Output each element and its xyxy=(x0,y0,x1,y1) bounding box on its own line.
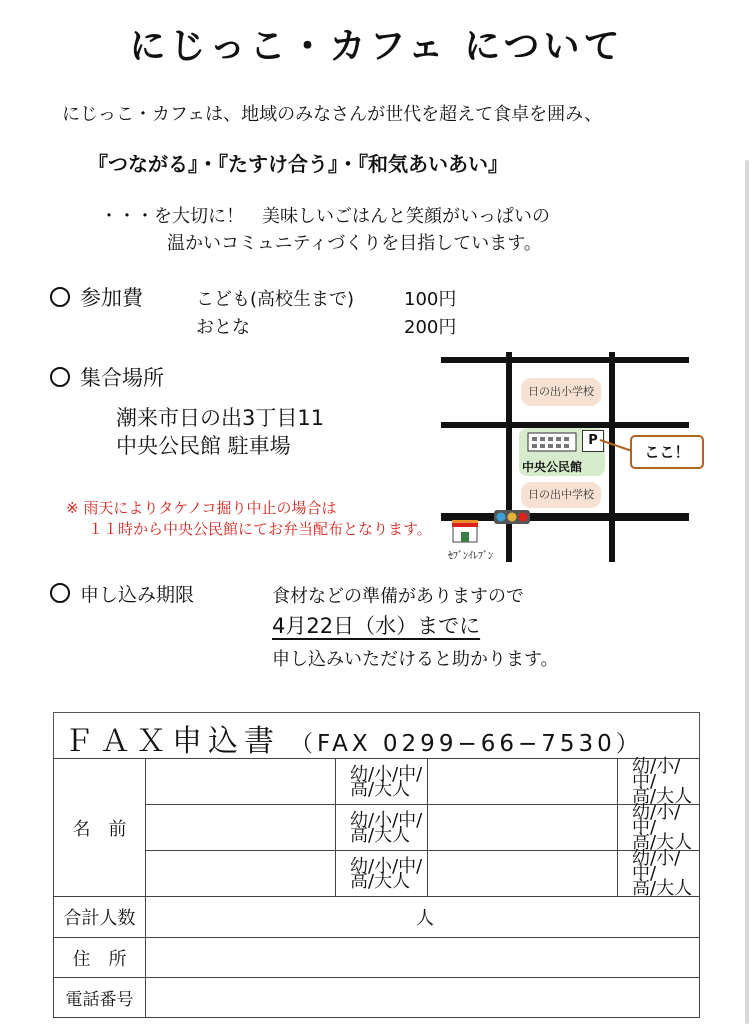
deadline-heading xyxy=(50,580,194,607)
place-address: 潮来市日の出3丁目11 xyxy=(116,406,325,430)
age-select[interactable] xyxy=(336,851,428,897)
circle-bullet-icon xyxy=(50,287,70,307)
circle-bullet-icon xyxy=(50,583,70,603)
map-store-label: ｾﾌﾞﾝｲﾚﾌﾞﾝ xyxy=(448,551,493,562)
place-label: 集合場所 xyxy=(80,366,164,390)
age-select[interactable] xyxy=(618,848,700,899)
fee-label: 参加費 xyxy=(80,286,143,310)
fee-child-label: こども(高校生まで) xyxy=(196,289,355,310)
phone-label: 電話番号 xyxy=(54,978,146,1018)
place-venue: 中央公民館 駐車場 xyxy=(116,434,291,458)
total-label: 合計人数 xyxy=(54,897,146,938)
map-road xyxy=(609,352,615,562)
age-line1: 幼/小/中/ xyxy=(350,809,423,831)
building-icon xyxy=(527,430,577,452)
convenience-store-icon xyxy=(450,518,480,544)
name-field[interactable] xyxy=(428,851,618,897)
phone-field[interactable] xyxy=(146,978,700,1018)
map-center-label: 中央公民館 xyxy=(522,460,583,474)
fee-child-price: 100円 xyxy=(404,289,457,310)
application-form xyxy=(53,758,700,1018)
fax-number: （FAX 0299−66−7530） xyxy=(290,731,643,757)
age-line2: 高/大人 xyxy=(632,878,693,899)
map-road xyxy=(506,352,512,562)
age-select[interactable] xyxy=(618,802,700,853)
name-field[interactable] xyxy=(146,851,336,897)
traffic-light-icon xyxy=(494,510,530,524)
age-select[interactable] xyxy=(336,805,428,851)
name-field[interactable] xyxy=(146,759,336,805)
age-line2: 高/大人 xyxy=(350,870,411,892)
deadline-line2: 申し込みいただけると助かります。 xyxy=(272,649,559,670)
age-line1: 幼/小/中/ xyxy=(632,756,681,792)
intro-line3: 温かいコミュニティづくりを目指しています。 xyxy=(167,233,542,254)
name-field[interactable] xyxy=(428,759,618,805)
age-line2: 高/大人 xyxy=(632,832,693,853)
age-line2: 高/大人 xyxy=(350,778,411,800)
rain-note-line1: ※ 雨天によりタケノコ掘り中止の場合は xyxy=(66,499,337,517)
age-line2: 高/大人 xyxy=(632,786,693,807)
circle-bullet-icon xyxy=(50,367,70,387)
intro-line2: ・・・を大切に！ 美味しいごはんと笑顔がいっぱいの xyxy=(100,206,550,227)
fee-adult-price: 200円 xyxy=(404,317,457,338)
age-select[interactable] xyxy=(336,759,428,805)
age-line1: 幼/小/中/ xyxy=(632,802,681,838)
scrollbar[interactable] xyxy=(745,160,749,1024)
intro-line1: にじっこ・カフェは、地域のみなさんが世代を超えて食卓を囲み、 xyxy=(62,104,603,125)
map-middle-school: 日の出中学校 xyxy=(521,482,601,508)
place-heading xyxy=(50,362,164,392)
deadline-date: 4月22日（水）までに xyxy=(272,614,481,638)
age-line1: 幼/小/中/ xyxy=(350,763,423,785)
name-field[interactable] xyxy=(146,805,336,851)
address-label: 住 所 xyxy=(54,938,146,978)
age-line2: 高/大人 xyxy=(350,824,411,846)
fee-adult-label: おとな xyxy=(196,317,250,338)
address-field[interactable] xyxy=(146,938,700,978)
intro-slogan: 『つながる』・『たすけ合う』・『和気あいあい』 xyxy=(88,152,508,176)
total-field[interactable] xyxy=(146,897,700,938)
fax-title: ＦＡＸ申込書 xyxy=(64,724,280,759)
age-line1: 幼/小/中/ xyxy=(350,855,423,877)
rain-note-line2: １１時から中央公民館にてお弁当配布となります。 xyxy=(88,520,432,538)
parking-icon: P xyxy=(582,430,604,452)
map-road xyxy=(441,357,689,363)
map-callout: ここ！ xyxy=(630,435,704,469)
deadline-line1: 食材などの準備がありますので xyxy=(272,586,524,607)
total-unit: 人 xyxy=(416,908,434,929)
map-elem-school: 日の出小学校 xyxy=(521,378,601,406)
age-line1: 幼/小/中/ xyxy=(632,848,681,884)
fee-heading xyxy=(50,282,143,312)
deadline-label: 申し込み期限 xyxy=(80,584,195,606)
name-field[interactable] xyxy=(428,805,618,851)
name-label: 名 前 xyxy=(54,759,146,897)
age-select[interactable] xyxy=(618,756,700,807)
page-title: にじっこ・カフェ について xyxy=(129,26,624,67)
